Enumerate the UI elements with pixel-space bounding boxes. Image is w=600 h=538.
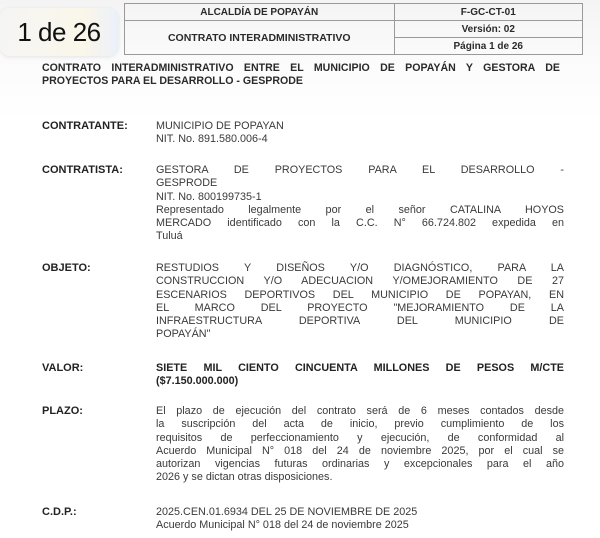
objeto-line: INFRAESTRUCTURA DEPORTIVA DEL MUNICIPIO DE <box>156 315 564 328</box>
contratante-name: MUNICIPIO DE POPAYAN <box>156 120 284 132</box>
cdp-label: C.D.P.: <box>42 506 77 518</box>
objeto-line: RESTUDIOS Y DISEÑOS Y/O DIAGNÓSTICO, PARA LA <box>156 262 564 274</box>
plazo-line: El plazo de ejecución del contrato será de 6 meses contados desde <box>156 405 564 417</box>
objeto-value <box>156 262 564 342</box>
contratista-rep-line2: MERCADO identificado con la C.C. N° 66.724.802 expedida en <box>156 217 564 230</box>
contratista-value <box>156 164 564 244</box>
header-version: Versión: 02 <box>394 21 583 38</box>
objeto-line: POPAYÁN" <box>156 328 211 341</box>
plazo-line: Acuerdo Municipal N° 018 del 24 de noviembre 2025, por el cual se <box>156 444 564 457</box>
header-page: Página 1 de 26 <box>394 38 583 55</box>
contratista-name-line1: GESTORA DE PROYECTOS PARA EL DESARROLLO - <box>156 164 564 176</box>
valor-label: VALOR: <box>42 362 84 374</box>
contratante-label: CONTRATANTE: <box>42 120 128 132</box>
contratante-value <box>156 120 564 147</box>
valor-amount: ($7.150.000.000) <box>156 375 239 388</box>
plazo-label: PLAZO: <box>42 405 83 417</box>
contratista-rep-line3: Tuluá <box>156 230 183 243</box>
contratista-label: CONTRATISTA: <box>42 164 123 176</box>
plazo-value <box>156 405 564 485</box>
objeto-label: OBJETO: <box>42 262 91 274</box>
valor-value <box>156 362 564 389</box>
objeto-line: EL MARCO DEL PROYECTO "MEJORAMIENTO DE LA <box>156 301 564 314</box>
contratante-nit: NIT. No. 891.580.006-4 <box>156 133 268 146</box>
objeto-line: CONSTRUCCION Y/O ADECUACION Y/OMEJORAMIENTO DE 27 <box>156 275 564 288</box>
page-indicator-badge: 1 de 26 <box>0 8 118 56</box>
contratista-rep-line1: Representado legalmente por el señor CATALINA HOYOS <box>156 203 564 216</box>
plazo-line: 2026 y se dictan otras disposiciones. <box>156 471 333 484</box>
document-title: CONTRATO INTERADMINISTRATIVO ENTRE EL MUNICIPIO DE POPAYÁN Y GESTORA DE PROYECTOS PARA EL DESARROLLO - GESPRODE <box>42 62 560 87</box>
cdp-value <box>156 506 564 533</box>
objeto-line: ESCENARIOS DEPORTIVOS DEL MUNICIPIO DE POPAYAN, EN <box>156 288 564 301</box>
cdp-line: 2025.CEN.01.6934 DEL 25 DE NOVIEMBRE DE 2025 <box>156 506 418 518</box>
plazo-line: la suscripción del acta de inicio, previo cumplimiento de los <box>156 418 564 431</box>
cdp-line: Acuerdo Municipal N° 018 del 24 de noviembre 2025 <box>156 519 409 532</box>
document-header-table <box>124 3 583 55</box>
plazo-line: autorizan vigencias futuras ordinarias y excepcionales para el año <box>156 458 564 471</box>
valor-text: SIETE MIL CIENTO CINCUENTA MILLONES DE PESOS M/CTE <box>156 362 564 374</box>
header-entity: ALCALDÍA DE POPAYÁN <box>125 4 395 21</box>
contratista-nit: NIT. No. 800199735-1 <box>156 190 262 203</box>
header-doc-type: CONTRATO INTERADMINISTRATIVO <box>125 21 395 55</box>
header-code: F-GC-CT-01 <box>394 4 583 21</box>
contratista-name-line2: GESPRODE <box>156 177 218 190</box>
plazo-line: requisitos de perfeccionamiento y ejecución, de conformidad al <box>156 431 564 444</box>
